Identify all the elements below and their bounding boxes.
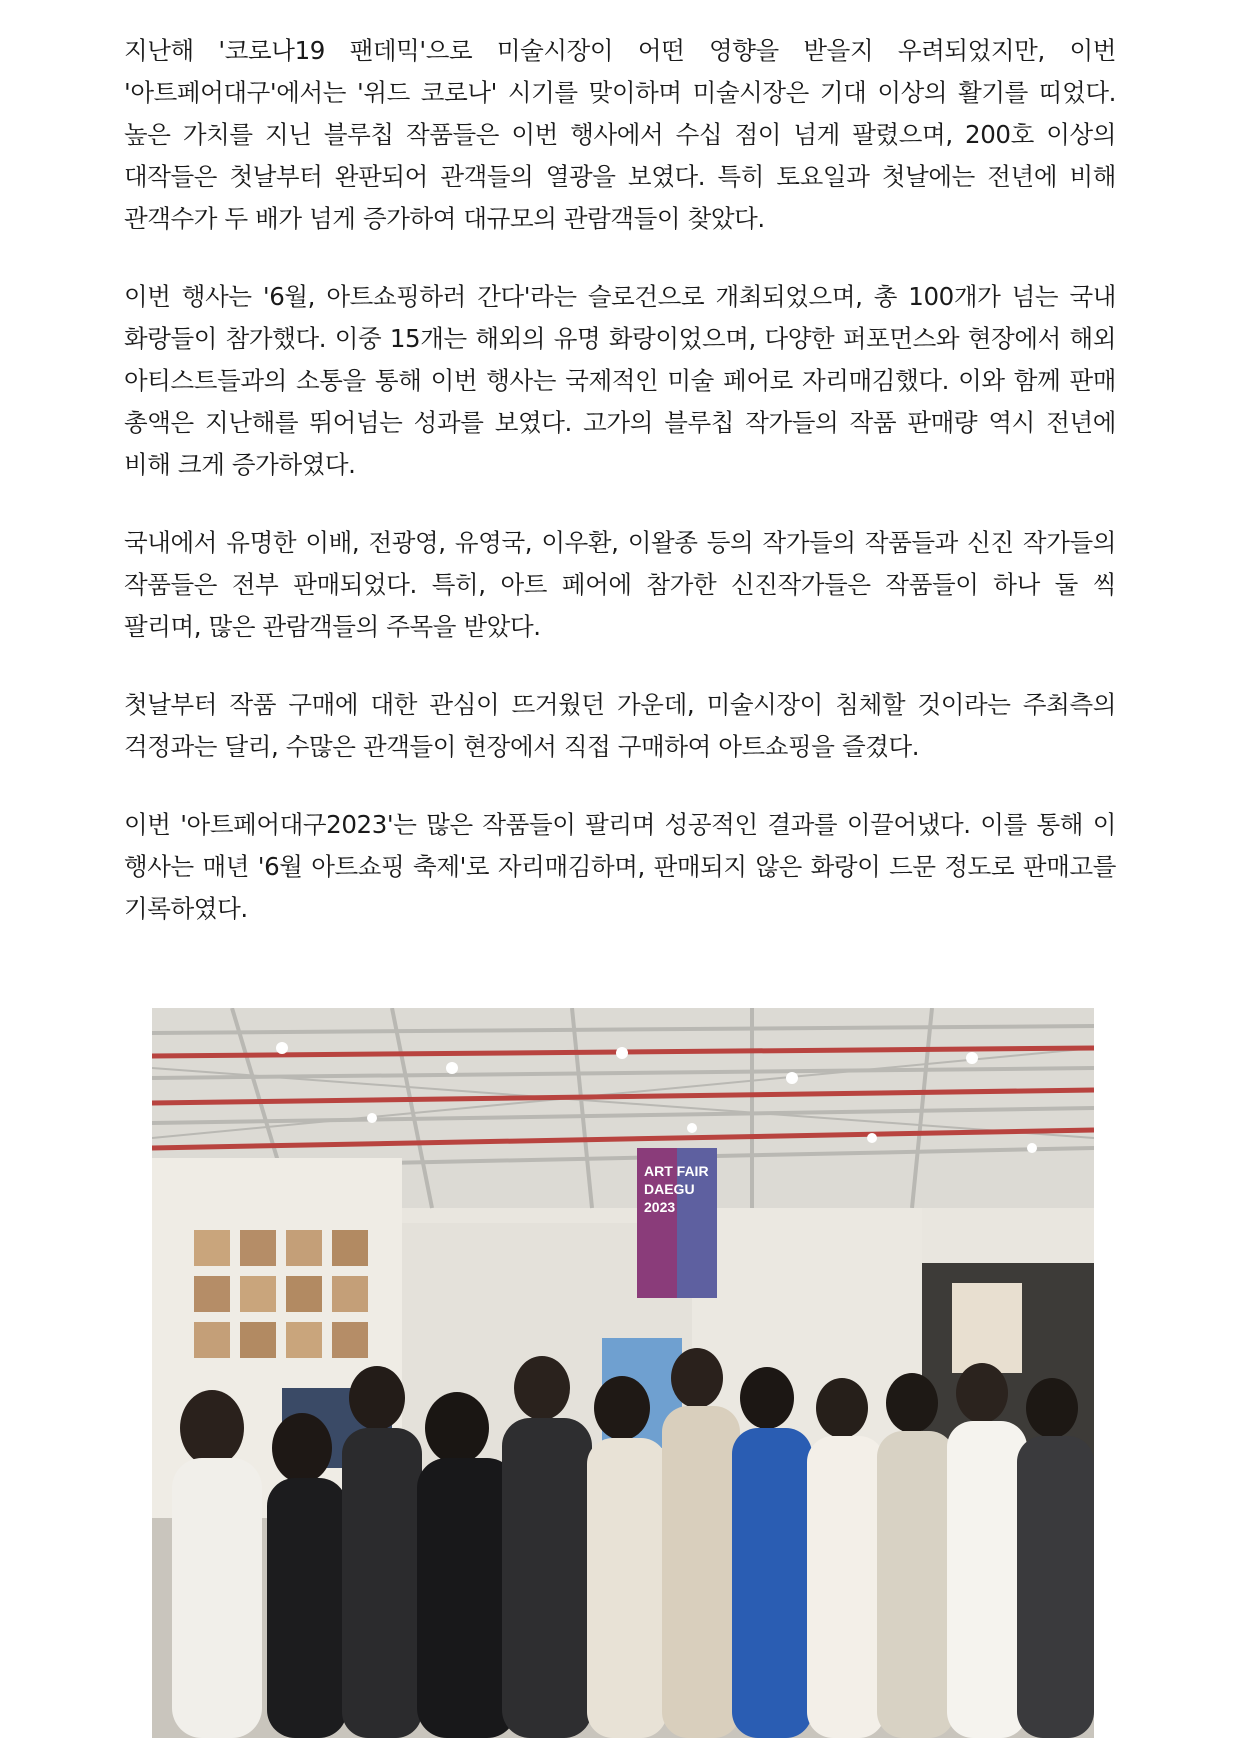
art-fair-photo bbox=[152, 1008, 1094, 1738]
paragraph-2: 이번 행사는 '6월, 아트쇼핑하러 간다'라는 슬로건으로 개최되었으며, 총 100개가 넘는 국내 화랑들이 참가했다. 이중 15개는 해외의 유명 화랑이었으며, 다양한 퍼포먼스와 현장에서 해외 아티스트들과의 소통을 통해 이번 행사는 국제적인 미술 페어로 자리매김했다. 이와 함께 판매 총액은 지난해를 뛰어넘는 성과를 보였다. 고가의 블루칩 작가들의 작품 판매량 역시 전년에 비해 크게 증가하였다. bbox=[124, 282, 1116, 479]
banner-line-2: DAEGU bbox=[644, 1181, 695, 1197]
art-fair-photo-illustration bbox=[152, 1008, 1094, 1738]
paragraph-3: 국내에서 유명한 이배, 전광영, 유영국, 이우환, 이왈종 등의 작가들의 작품들과 신진 작가들의 작품들은 전부 판매되었다. 특히, 아트 페어에 참가한 신진작가들은 작품들이 하나 둘 씩 팔리며, 많은 관람객들의 주목을 받았다. bbox=[124, 528, 1116, 641]
paragraph-1: 지난해 '코로나19 팬데믹'으로 미술시장이 어떤 영향을 받을지 우려되었지만, 이번 '아트페어대구'에서는 '위드 코로나' 시기를 맞이하며 미술시장은 기대 이상의 활기를 띠었다. 높은 가치를 지닌 블루칩 작품들은 이번 행사에서 수십 점이 넘게 팔렸으며, 200호 이상의 대작들은 첫날부터 완판되어 관객들의 열광을 보였다. 특히 토요일과 첫날에는 전년에 비해 관객수가 두 배가 넘게 증가하여 대규모의 관람객들이 찾았다. bbox=[124, 36, 1116, 233]
banner-line-1: ART FAIR bbox=[644, 1163, 709, 1179]
paragraph-5: 이번 '아트페어대구2023'는 많은 작품들이 팔리며 성공적인 결과를 이끌어냈다. 이를 통해 이 행사는 매년 '6월 아트쇼핑 축제'로 자리매김하며, 판매되지 않은 화랑이 드문 정도로 판매고를 기록하였다. bbox=[124, 810, 1116, 923]
article-body bbox=[124, 30, 1116, 966]
art-fair-banner bbox=[637, 1148, 717, 1298]
banner-line-3: 2023 bbox=[644, 1199, 676, 1215]
paragraph-4: 첫날부터 작품 구매에 대한 관심이 뜨거웠던 가운데, 미술시장이 침체할 것이라는 주최측의 걱정과는 달리, 수많은 관객들이 현장에서 직접 구매하여 아트쇼핑을 즐겼다. bbox=[124, 690, 1116, 761]
